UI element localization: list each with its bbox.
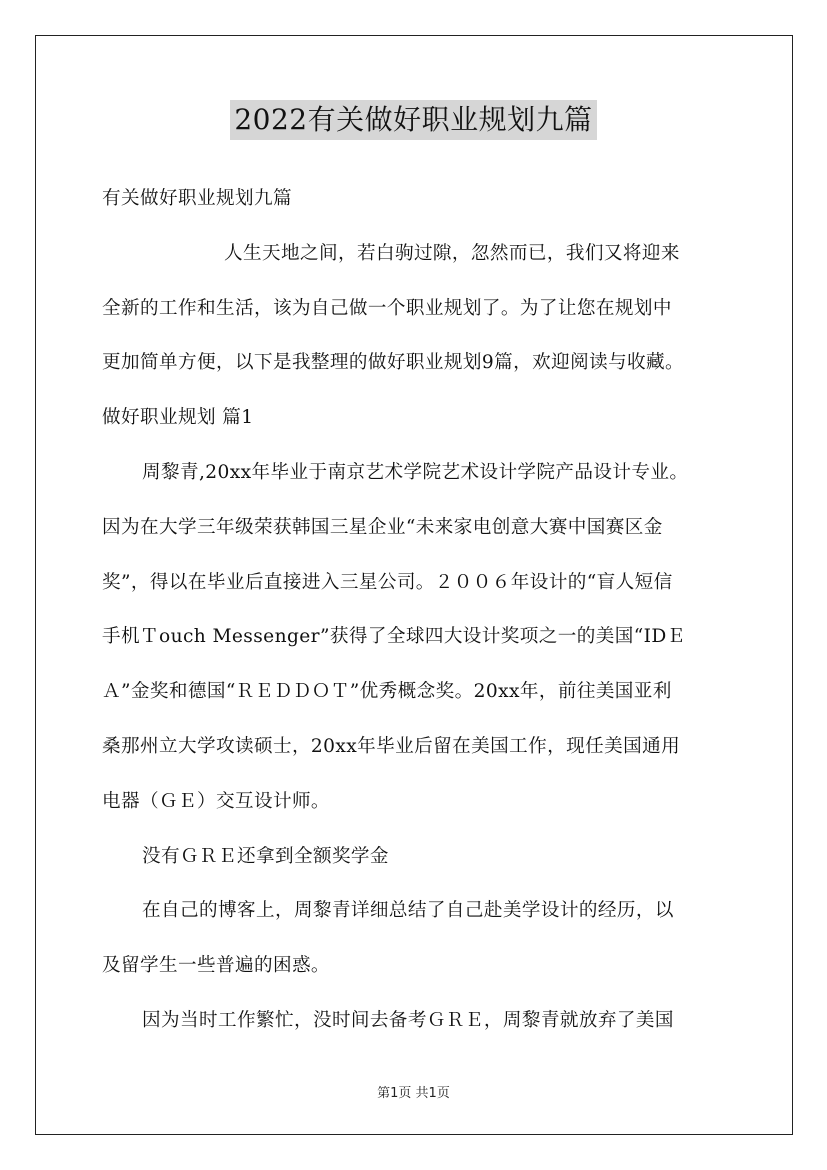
body-line: 电器（ＧＥ）交互设计师。 [102, 790, 330, 812]
body-line: 及留学生一些普遍的困惑。 [102, 955, 330, 977]
section-heading: 做好职业规划 篇1 [102, 407, 254, 429]
document-body [102, 172, 732, 1049]
body-line: 奖”，得以在毕业后直接进入三星公司。２００６年设计的“盲人短信 [102, 571, 673, 593]
body-line: 桑那州立大学攻读硕士，20xx年毕业后留在美国工作，现任美国通用 [102, 735, 681, 757]
page-footer: 第1页 共1页 [377, 1086, 450, 1101]
subheading-line: 没有ＧＲＥ还拿到全额奖学金 [142, 845, 389, 867]
title-area [0, 100, 827, 140]
intro-line: 人生天地之间，若白驹过隙，忽然而已，我们又将迎来 [224, 242, 680, 264]
body-line: Ａ”金奖和德国“ＲＥＤＤＯＴ”优秀概念奖。20xx年，前往美国亚利 [102, 681, 672, 703]
document-title: 2022有关做好职业规划九篇 [230, 100, 596, 140]
body-line: 在自己的博客上，周黎青详细总结了自己赴美学设计的经历，以 [142, 900, 674, 922]
intro-line: 更加简单方便，以下是我整理的做好职业规划9篇，欢迎阅读与收藏。 [102, 352, 685, 374]
body-line: 周黎青,20xx年毕业于南京艺术学院艺术设计学院产品设计专业。 [142, 461, 689, 483]
subtitle-line: 有关做好职业规划九篇 [102, 188, 292, 209]
body-line: 因为当时工作繁忙，没时间去备考ＧＲＥ，周黎青就放弃了美国 [142, 1009, 674, 1031]
body-line: 因为在大学三年级荣获韩国三星企业“未来家电创意大赛中国赛区金 [102, 516, 663, 538]
body-line: 手机Ｔouch Messenger”获得了全球四大设计奖项之一的美国“IDＥ [102, 626, 686, 648]
intro-line: 全新的工作和生活，该为自己做一个职业规划了。为了让您在规划中 [102, 297, 672, 319]
